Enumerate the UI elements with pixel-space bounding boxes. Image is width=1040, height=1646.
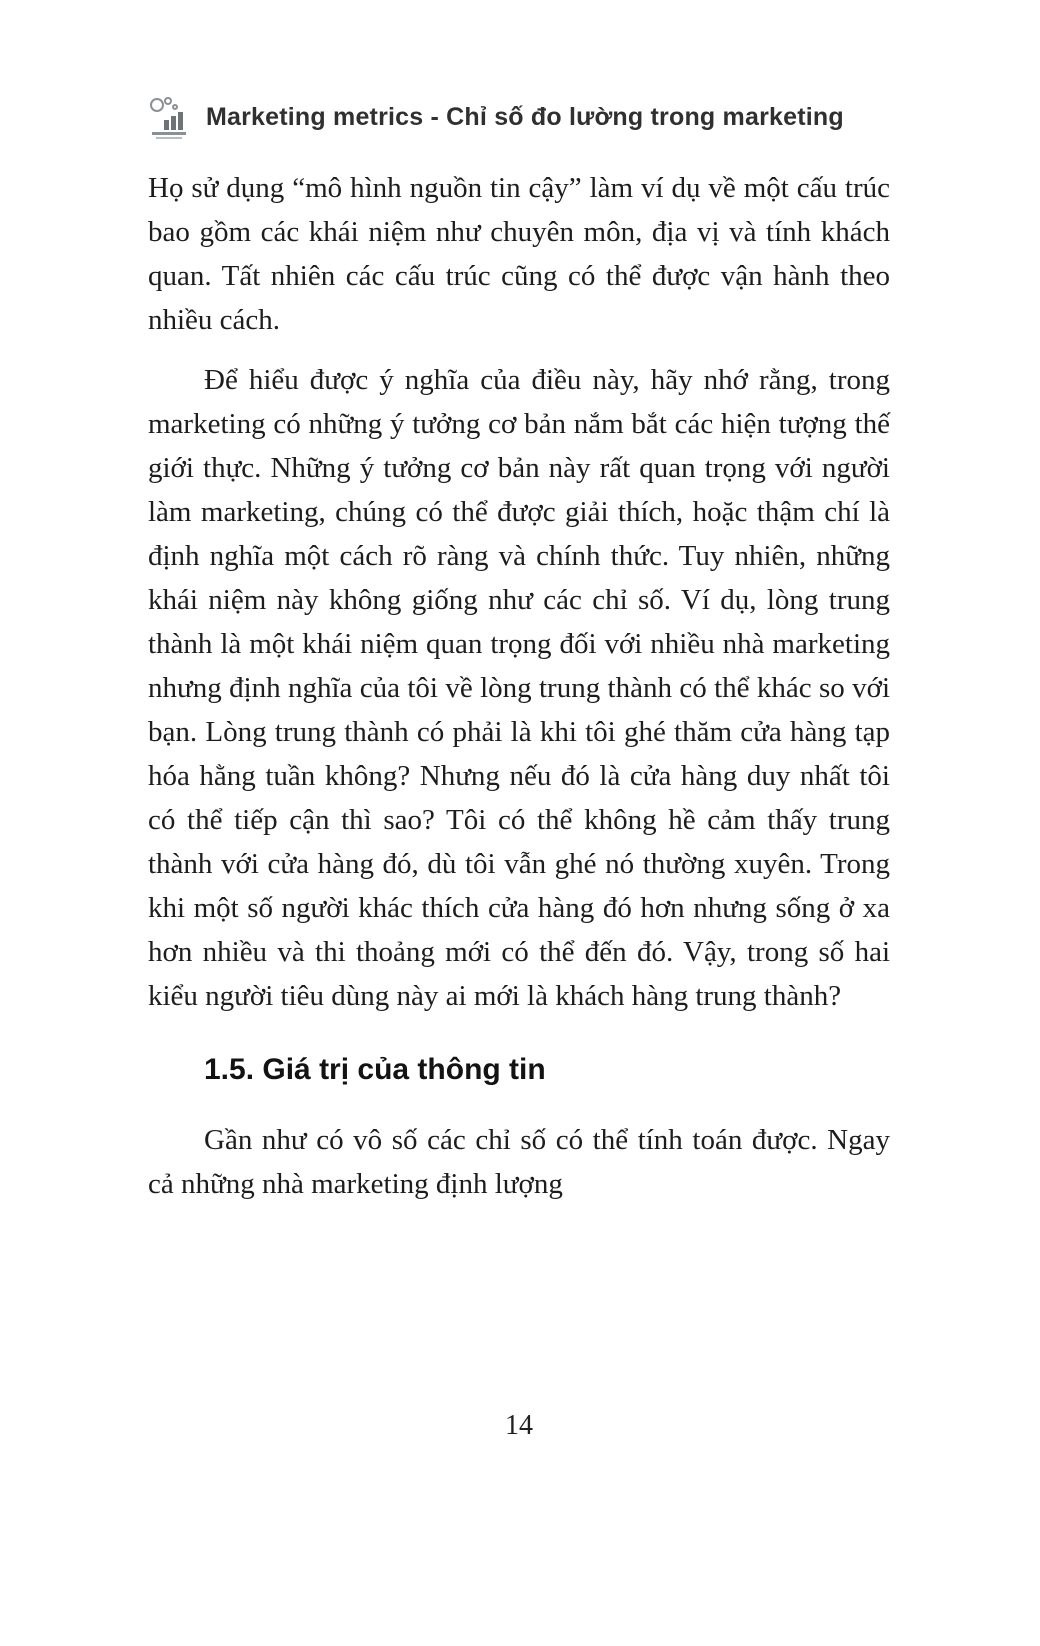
page-footer: [148, 1410, 890, 1442]
running-header-title: Marketing metrics - Chỉ số đo lường trong marketing: [206, 102, 844, 131]
page-body: [148, 166, 890, 1222]
chart-bubbles-logo-icon: [146, 94, 192, 140]
running-header: [146, 94, 892, 140]
body-paragraph: Họ sử dụng “mô hình nguồn tin cậy” làm ví dụ về một cấu trúc bao gồm các khái niệm như chuyên môn, địa vị và tính khách quan. Tất nhiên các cấu trúc cũng có thể được vận hành theo nhiều cách.: [148, 172, 890, 336]
section-heading: 1.5. Giá trị của thông tin: [204, 1053, 546, 1086]
body-paragraph: Để hiểu được ý nghĩa của điều này, hãy nhớ rằng, trong marketing có những ý tưởng cơ bản nắm bắt các hiện tượng thế giới thực. Những ý tưởng cơ bản này rất quan trọng với người làm marketing, chúng có thể được giải thích, hoặc thậm chí là định nghĩa một cách rõ ràng và chính thức. Tuy nhiên, những khái niệm này không giống như các chỉ số. Ví dụ, lòng trung thành là một khái niệm quan trọng đối với nhiều nhà marketing nhưng định nghĩa của tôi về lòng trung thành có thể khác so với bạn. Lòng trung thành có phải là khi tôi ghé thăm cửa hàng tạp hóa hằng tuần không? Nhưng nếu đó là cửa hàng duy nhất tôi có thể tiếp cận thì sao? Tôi có thể không hề cảm thấy trung thành với cửa hàng đó, dù tôi vẫn ghé nó thường xuyên. Trong khi một số người khác thích cửa hàng đó hơn nhưng sống ở xa hơn nhiều và thi thoảng mới có thể đến đó. Vậy, trong số hai kiểu người tiêu dùng này ai mới là khách hàng trung thành?: [148, 364, 890, 1012]
body-paragraph: Gần như có vô số các chỉ số có thể tính toán được. Ngay cả những nhà marketing định lượng: [148, 1124, 890, 1200]
page-number: 14: [505, 1410, 533, 1441]
